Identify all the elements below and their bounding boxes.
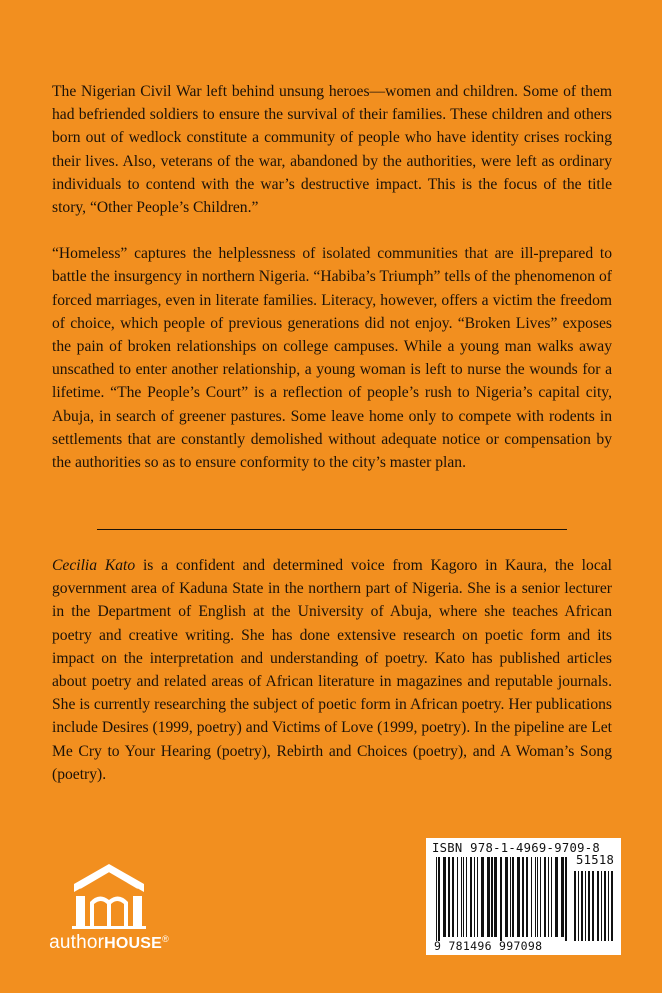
isbn-number: 9 781496 997098 (434, 939, 543, 953)
book-blurb (52, 80, 612, 474)
publisher-logo (38, 858, 180, 958)
author-bio-text: is a confident and determined voice from Kagoro in Kaura, the local government area of Kaduna State in the northern part of Nigeria. She is a senior lecturer in the Department of English at the University of Abuja, where she teaches African poetry and creative writing. She has done extensive research on poetic form and its impact on the interpretation and understanding of poetry. Kato has published articles about poetry and related areas of African literature in magazines and reputable journals. She is currently researching the subject of poetic form in African poetry. Her publications include Desires (1999, poetry) and Victims of Love (1999, poetry). In the pipeline are Let Me Cry to Your Hearing (poetry), Rebirth and Choices (poetry), and A Woman’s Song (poetry). (52, 557, 612, 783)
author-name: Cecilia Kato (52, 557, 136, 574)
author-bio (52, 554, 612, 786)
blurb-paragraph-1: The Nigerian Civil War left behind unsung heroes—women and children. Some of them had befriended soldiers to ensure the survival of their families. These children and others born out of wedlock constitute a community of people who have identity crises rocking their lives. Also, veterans of the war, abandoned by the authorities, were left as ordinary individuals to contend with the war’s destructive impact. This is the focus of the title story, “Other People’s Children.” (52, 83, 612, 217)
publisher-name: authorHOUSE® (49, 932, 169, 953)
isbn-label: ISBN 978-1-4969-9709-8 (432, 841, 601, 855)
blurb-paragraph-2: “Homeless” captures the helplessness of isolated communities that are ill-prepared to battle the insurgency in northern Nigeria. “Habiba’s Triumph” tells of the phenomenon of forced marriages, even in literate families. Literacy, however, offers a victim the freedom of choice, which people of previous generations did not enjoy. “Broken Lives” exposes the pain of broken relationships on college campuses. While a young man walks away unscathed to enter another relationship, a young woman is left to nurse the wounds for a lifetime. “The People’s Court” is a reflection of people’s rush to Nigeria’s capital city, Abuja, in search of greener pastures. Some leave home only to compete with rodents in settlements that are constantly demolished without adequate notice or compensation by the authorities so as to ensure conformity to the city’s master plan. (52, 245, 612, 472)
isbn-barcode (426, 838, 621, 955)
section-divider (97, 529, 567, 530)
house-icon (66, 858, 152, 930)
price-code: 51518 (576, 853, 615, 867)
